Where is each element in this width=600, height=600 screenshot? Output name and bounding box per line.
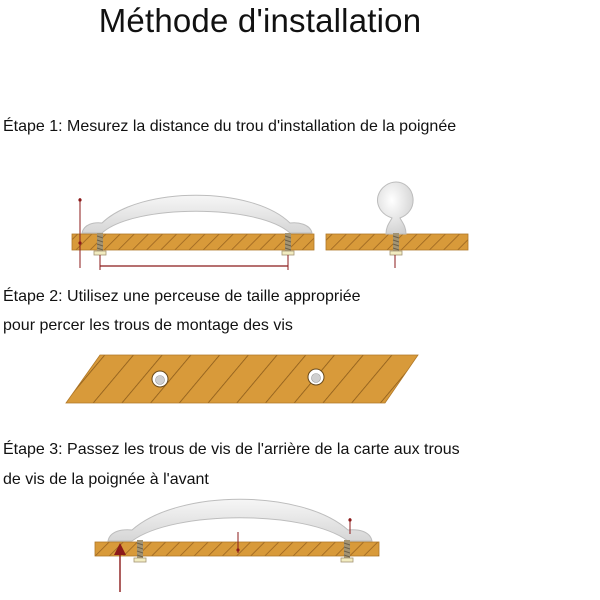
- step-3-text-line-2: de vis de la poignée à l'avant: [3, 471, 209, 488]
- page-title: Méthode d'installation: [98, 2, 422, 39]
- drilled-hole-left: [152, 371, 168, 387]
- wood-board: [72, 234, 314, 250]
- bow-handle: [82, 195, 312, 233]
- step-2-text-line-2: pour percer les trous de montage des vis: [3, 317, 293, 334]
- step-1-text: Étape 1: Mesurez la distance du trou d'installation de la poignée: [3, 118, 457, 135]
- wood-board-perspective: [66, 355, 418, 403]
- step-1-knob-figure: [326, 182, 468, 268]
- screw-left: [134, 540, 146, 562]
- step-2-text-line-1: Étape 2: Utilisez une perceuse de taille appropriée: [3, 288, 361, 305]
- step-1-handle-figure: [72, 195, 314, 270]
- screw-right: [341, 540, 353, 562]
- wood-board: [326, 234, 468, 250]
- bow-handle: [108, 499, 372, 541]
- drilled-hole-right: [308, 369, 324, 385]
- knob: [378, 182, 414, 234]
- wood-board: [95, 542, 379, 556]
- step-2-drilled-board: [66, 355, 418, 403]
- screw-right: [282, 233, 294, 255]
- step-3-assembly-figure: [95, 499, 379, 592]
- arrow-head-icon: [114, 543, 126, 555]
- screw-knob: [390, 233, 402, 255]
- step-3-text-line-1: Étape 3: Passez les trous de vis de l'arrière de la carte aux trous: [3, 441, 460, 458]
- screw-left: [94, 233, 106, 255]
